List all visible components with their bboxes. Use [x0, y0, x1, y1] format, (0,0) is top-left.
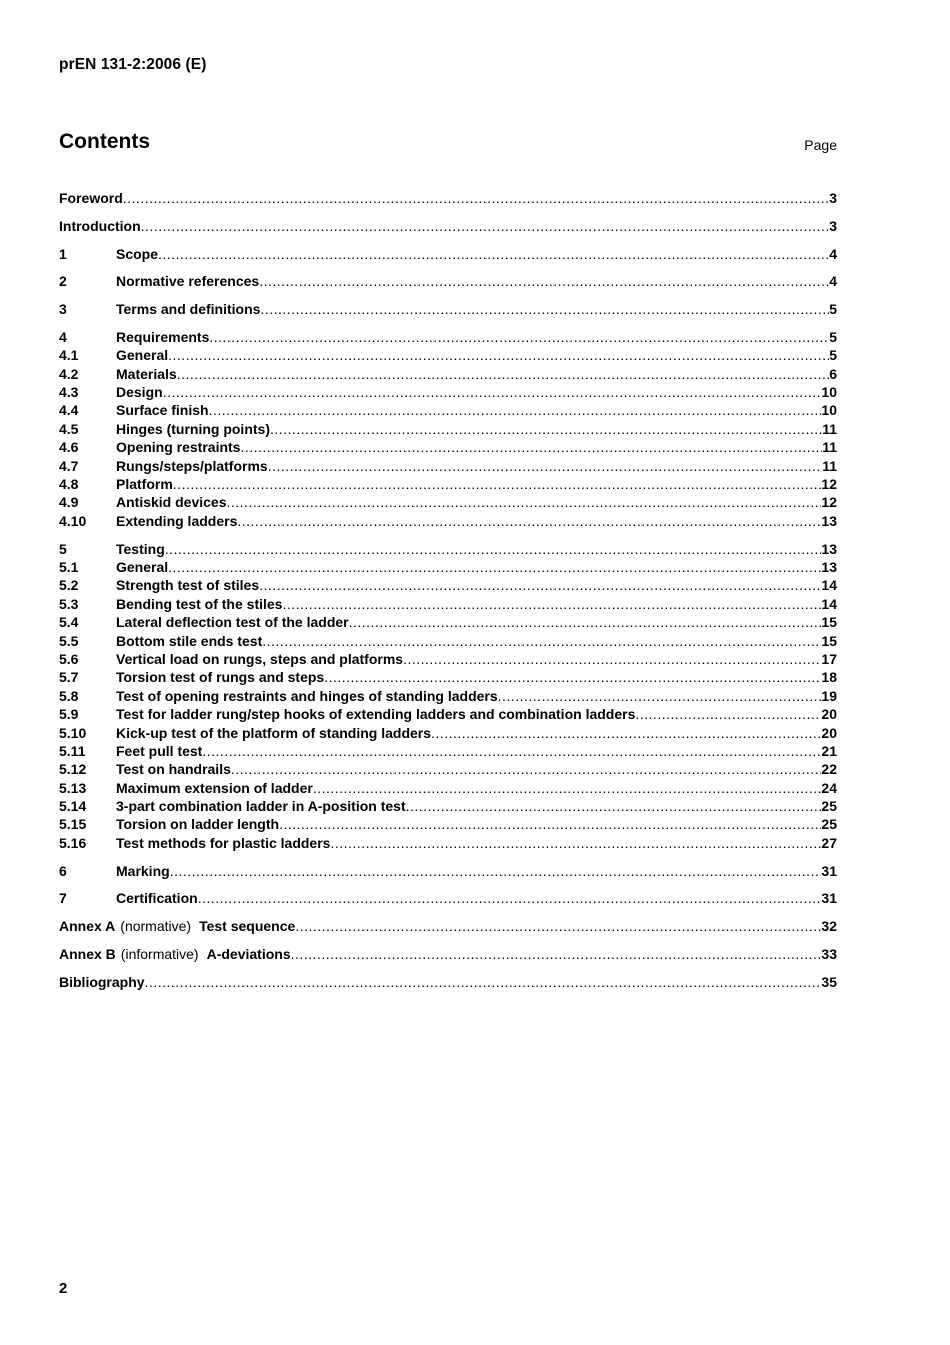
toc-entry-page: 20: [821, 724, 837, 741]
toc-dot-leader: [145, 973, 822, 991]
toc-dot-leader: [209, 401, 822, 419]
toc-entry-title: Test on handrails: [116, 761, 231, 778]
toc-entry[interactable]: [59, 438, 837, 456]
toc-entry[interactable]: [59, 383, 837, 401]
toc-entry-page: 25: [821, 798, 837, 815]
toc-entry[interactable]: [59, 493, 837, 511]
toc-entry-page: 17: [821, 650, 837, 667]
toc-entry-title: Scope: [116, 245, 159, 262]
toc-entry-title: Torsion on ladder length: [116, 816, 280, 833]
toc-entry-number: 4.9: [59, 494, 79, 511]
toc-entry-title: Feet pull test: [116, 742, 203, 759]
toc-entry-number: 5.6: [59, 650, 79, 667]
toc-entry-page: 31: [821, 890, 837, 907]
annex-title: A-deviations: [206, 945, 291, 962]
toc-entry-title: Testing: [116, 540, 165, 557]
toc-dot-leader: [141, 217, 830, 235]
toc-entry-page: 12: [821, 476, 837, 493]
toc-dot-leader: [173, 475, 822, 493]
toc-entry-number: 5.16: [59, 834, 87, 851]
toc-dot-leader: [209, 328, 829, 346]
toc-entry-number: 6: [59, 862, 67, 879]
toc-dot-leader: [635, 705, 821, 723]
toc-dot-leader: [198, 889, 822, 907]
toc-entry-page: 20: [821, 706, 837, 723]
toc-entry-title: Opening restraints: [116, 439, 241, 456]
toc-entry-title: Normative references: [116, 273, 260, 290]
toc-entry-title: Terms and definitions: [116, 301, 261, 318]
toc-entry-page: 27: [821, 834, 837, 851]
toc-dot-leader: [282, 595, 821, 613]
toc-entry-page: 13: [821, 512, 837, 529]
toc-entry-page: 12: [821, 494, 837, 511]
toc-entry-number: 5: [59, 540, 67, 557]
toc-entry-page: 4: [829, 273, 837, 290]
toc-entry-page: 19: [821, 687, 837, 704]
toc-dot-leader: [123, 189, 829, 207]
toc-dot-leader: [498, 687, 822, 705]
toc-entry-title: 3-part combination ladder in A-position test: [116, 798, 406, 815]
toc-entry-number: 4: [59, 328, 67, 345]
annex-label: Annex A: [59, 918, 116, 935]
toc-entry[interactable]: [59, 613, 837, 631]
toc-entry[interactable]: [59, 595, 837, 613]
toc-dot-leader: [313, 779, 822, 797]
toc-entry-title: Vertical load on rungs, steps and platforms: [116, 650, 404, 667]
toc-dot-leader: [268, 457, 822, 475]
toc-entry-page: 10: [821, 384, 837, 401]
annex-kind: (informative): [120, 945, 199, 962]
toc-entry-page: 15: [821, 614, 837, 631]
toc-entry[interactable]: [59, 687, 837, 705]
toc-entry-number: 4.1: [59, 347, 79, 364]
toc-entry-number: 4.3: [59, 384, 79, 401]
page-column-label: Page: [804, 137, 837, 153]
toc-entry-page: 3: [829, 217, 837, 234]
toc-entry-title: Maximum extension of ladder: [116, 779, 313, 796]
toc-entry[interactable]: [59, 346, 837, 364]
toc-entry-number: 5.14: [59, 798, 87, 815]
toc-entry-title: General: [116, 347, 169, 364]
toc-entry-number: 5.10: [59, 724, 87, 741]
toc-entry[interactable]: [59, 475, 837, 493]
toc-dot-leader: [431, 724, 821, 742]
toc-dot-leader: [259, 576, 821, 594]
toc-entry-title: Rungs/steps/platforms: [116, 457, 268, 474]
toc-entry-number: 5.3: [59, 595, 79, 612]
toc-dot-leader: [262, 632, 821, 650]
toc-entry-title: Test of opening restraints and hinges of standing ladders: [116, 687, 498, 704]
toc-entry[interactable]: [59, 457, 837, 475]
toc-entry[interactable]: [59, 650, 837, 668]
page-number: 2: [59, 1280, 68, 1297]
bibliography-page: 35: [821, 973, 837, 990]
toc-dot-leader: [177, 365, 830, 383]
toc-entry[interactable]: [59, 815, 837, 833]
toc-entry-title: Strength test of stiles: [116, 577, 260, 594]
toc-entry-page: 11: [822, 420, 837, 437]
toc-entry-page: 5: [829, 301, 837, 318]
toc-entry-page: 11: [822, 457, 837, 474]
toc-entry-page: 13: [821, 540, 837, 557]
toc-entry-title: Certification: [116, 890, 198, 907]
toc-entry-page: 31: [821, 862, 837, 879]
toc-dot-leader: [227, 493, 822, 511]
toc-entry-number: 4.5: [59, 420, 79, 437]
toc-entry-title: Surface finish: [116, 402, 209, 419]
toc-entry-title: Extending ladders: [116, 512, 238, 529]
toc-entry-number: 4.2: [59, 365, 79, 382]
toc-dot-leader: [163, 383, 822, 401]
bibliography-title: Bibliography: [59, 973, 145, 990]
toc-entry-number: 5.11: [59, 742, 86, 759]
annex-label: Annex B: [59, 945, 116, 962]
toc-entry-title: Materials: [116, 365, 177, 382]
toc-entry-page: 11: [822, 439, 837, 456]
toc-dot-leader: [406, 797, 822, 815]
toc-entry[interactable]: [59, 760, 837, 778]
toc-entry-title: Design: [116, 384, 163, 401]
toc-entry-title: Bottom stile ends test: [116, 632, 263, 649]
toc-entry[interactable]: [59, 724, 837, 742]
toc-entry-page: 21: [821, 742, 837, 759]
toc-dot-leader: [240, 438, 822, 456]
toc-entry-number: 2: [59, 273, 67, 290]
toc-dot-leader: [231, 760, 822, 778]
toc-entry-number: 5.1: [59, 558, 79, 575]
annex-kind: (normative): [120, 918, 192, 935]
toc-entry-number: 4.6: [59, 439, 79, 456]
table-of-contents: [59, 189, 837, 991]
toc-entry-number: 1: [59, 245, 67, 262]
toc-dot-leader: [168, 346, 829, 364]
annex-title: Test sequence: [199, 918, 296, 935]
toc-entry[interactable]: [59, 705, 837, 723]
toc-entry-number: 5.15: [59, 816, 87, 833]
toc-entry[interactable]: [59, 420, 837, 438]
toc-entry-title: Foreword: [59, 190, 123, 206]
toc-entry-title: Platform: [116, 476, 173, 493]
toc-entry[interactable]: [59, 834, 837, 852]
toc-dot-leader: [330, 834, 821, 852]
toc-entry[interactable]: [59, 668, 837, 686]
toc-dot-leader: [279, 815, 821, 833]
toc-dot-leader: [349, 613, 822, 631]
toc-entry[interactable]: [59, 632, 837, 650]
toc-entry[interactable]: [59, 540, 837, 558]
toc-dot-leader: [324, 668, 821, 686]
toc-entry-title: Lateral deflection test of the ladder: [116, 614, 349, 631]
toc-entry[interactable]: [59, 512, 837, 530]
toc-entry-number: 5.9: [59, 706, 79, 723]
toc-entry[interactable]: [59, 797, 837, 815]
toc-entry-page: 4: [829, 245, 837, 262]
toc-entry-number: 4.7: [59, 457, 79, 474]
toc-entry-number: 4.4: [59, 402, 79, 419]
toc-entry-page: 3: [829, 190, 837, 206]
toc-entry-page: 5: [829, 347, 837, 364]
toc-entry-page: 6: [829, 365, 837, 382]
toc-entry-number: 5.2: [59, 577, 79, 594]
toc-entry-page: 10: [821, 402, 837, 419]
toc-entry[interactable]: [59, 779, 837, 797]
toc-entry-title: Torsion test of rungs and steps: [116, 669, 325, 686]
toc-entry-title: Marking: [116, 862, 170, 879]
toc-entry[interactable]: [59, 189, 837, 207]
toc-dot-leader: [158, 245, 829, 263]
toc-entry-page: 14: [821, 595, 837, 612]
toc-entry-page: 24: [821, 779, 837, 796]
toc-entry[interactable]: [59, 401, 837, 419]
toc-entry-number: 7: [59, 890, 67, 907]
toc-dot-leader: [170, 862, 822, 880]
toc-entry-number: 4.8: [59, 476, 79, 493]
annex-page: 32: [821, 918, 837, 935]
toc-entry-number: 5.12: [59, 761, 87, 778]
toc-entry-title: Test for ladder rung/step hooks of extending ladders and combination ladders: [116, 706, 636, 723]
toc-entry-number: 5.7: [59, 669, 79, 686]
toc-dot-leader: [259, 272, 829, 290]
toc-entry-page: 18: [821, 669, 837, 686]
toc-entry-page: 25: [821, 816, 837, 833]
toc-entry-number: 5.4: [59, 614, 79, 631]
toc-entry[interactable]: [59, 889, 837, 907]
toc-entry-page: 22: [821, 761, 837, 778]
toc-annex-entry[interactable]: [59, 917, 837, 935]
toc-dot-leader: [270, 420, 822, 438]
toc-dot-leader: [291, 945, 822, 963]
toc-entry-number: 5.13: [59, 779, 87, 796]
toc-entry-title: Introduction: [59, 217, 141, 234]
toc-entry[interactable]: [59, 300, 837, 318]
toc-entry[interactable]: [59, 365, 837, 383]
toc-dot-leader: [260, 300, 829, 318]
toc-dot-leader: [202, 742, 821, 760]
toc-entry-page: 15: [821, 632, 837, 649]
toc-entry[interactable]: [59, 328, 837, 346]
toc-bibliography-entry[interactable]: [59, 973, 837, 991]
document-identifier: prEN 131-2:2006 (E): [59, 56, 207, 73]
toc-entry[interactable]: [59, 862, 837, 880]
toc-entry-page: 13: [821, 558, 837, 575]
toc-entry[interactable]: [59, 558, 837, 576]
toc-entry-page: 14: [821, 577, 837, 594]
toc-dot-leader: [168, 558, 821, 576]
toc-entry-title: Hinges (turning points): [116, 420, 270, 437]
toc-entry-number: 5.5: [59, 632, 79, 649]
toc-entry-title: Kick-up test of the platform of standing ladders: [116, 724, 432, 741]
toc-dot-leader: [165, 540, 822, 558]
toc-entry-title: Bending test of the stiles: [116, 595, 283, 612]
toc-entry-page: 5: [829, 328, 837, 345]
toc-entry[interactable]: [59, 272, 837, 290]
toc-entry-title: Antiskid devices: [116, 494, 227, 511]
toc-entry-number: 4.10: [59, 512, 87, 529]
toc-entry-number: 5.8: [59, 687, 79, 704]
toc-dot-leader: [403, 650, 821, 668]
annex-page: 33: [821, 945, 837, 962]
toc-dot-leader: [237, 512, 821, 530]
toc-entry[interactable]: [59, 217, 837, 235]
toc-entry-title: General: [116, 558, 169, 575]
toc-entry[interactable]: [59, 245, 837, 263]
toc-dot-leader: [295, 917, 821, 935]
toc-entry-title: Requirements: [116, 328, 210, 345]
toc-entry[interactable]: [59, 742, 837, 760]
toc-annex-entry[interactable]: [59, 945, 837, 963]
toc-entry[interactable]: [59, 576, 837, 594]
contents-heading: Contents: [59, 130, 150, 153]
toc-entry-number: 3: [59, 301, 67, 318]
toc-entry-title: Test methods for plastic ladders: [116, 834, 331, 851]
